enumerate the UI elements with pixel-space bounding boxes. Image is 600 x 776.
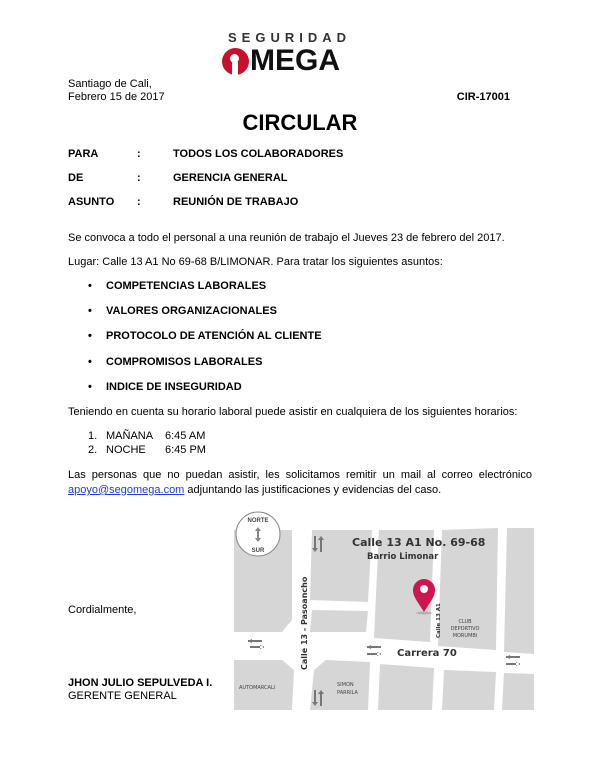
svg-text:CLUB: CLUB	[458, 619, 472, 625]
schedule-label: NOCHE	[106, 444, 146, 456]
field-value: GERENCIA GENERAL	[173, 172, 288, 184]
svg-text:SUR: SUR	[251, 548, 265, 554]
schedule-time: 6:45 PM	[165, 444, 206, 456]
topic-label: COMPROMISOS LABORALES	[106, 356, 263, 368]
svg-text:Calle 13 - Pasoancho: Calle 13 - Pasoancho	[300, 576, 309, 670]
absence-text: adjuntando las justificaciones y evidencias del caso.	[184, 484, 442, 496]
field-para	[0, 148, 600, 162]
logo-wordmark: MEGA	[250, 44, 340, 77]
svg-text:MORUMBI: MORUMBI	[452, 633, 478, 639]
intro-paragraph: Se convoca a todo el personal a una reunión de trabajo el Jueves 23 de febrero del 2017.	[68, 232, 505, 244]
schedule-time: 6:45 AM	[165, 430, 206, 442]
svg-text:Calle 13 A1: Calle 13 A1	[436, 603, 442, 638]
absence-line-2	[68, 484, 441, 496]
place-paragraph: Lugar: Calle 13 A1 No 69-68 B/LIMONAR. Para tratar los siguientes asuntos:	[68, 256, 443, 268]
field-de	[0, 172, 600, 186]
svg-text:Barrio Limonar: Barrio Limonar	[367, 552, 439, 562]
svg-text:DEPORTIVO: DEPORTIVO	[450, 626, 480, 632]
logo-tagline: SEGURIDAD	[228, 30, 352, 45]
closing: Cordialmente,	[68, 604, 137, 616]
field-asunto	[0, 196, 600, 210]
field-label: PARA	[68, 148, 99, 160]
topic-label: COMPETENCIAS LABORALES	[106, 280, 267, 292]
field-label: ASUNTO	[68, 196, 115, 208]
company-logo	[222, 44, 340, 78]
topic-label: VALORES ORGANIZACIONALES	[106, 305, 277, 317]
schedule-label: MAÑANA	[106, 430, 154, 442]
location-map	[234, 510, 534, 710]
svg-text:SIMON: SIMON	[337, 682, 354, 688]
map-graphic	[234, 510, 534, 710]
svg-text:PARRILA: PARRILA	[337, 690, 358, 696]
topic-label: PROTOCOLO DE ATENCIÓN AL CLIENTE	[106, 330, 322, 342]
absence-line-1: Las personas que no puedan asistir, les solicitamos remitir un mail al correo electrónico	[68, 469, 532, 481]
svg-text:Calle 13 A1 No. 69-68: Calle 13 A1 No. 69-68	[352, 536, 486, 549]
svg-text:NORTE: NORTE	[247, 518, 269, 524]
topic-label: INDICE DE INSEGURIDAD	[106, 381, 242, 393]
schedule-number: 2.	[88, 444, 98, 456]
date-line: Febrero 15 de 2017	[68, 91, 165, 103]
signer-role: GERENTE GENERAL	[68, 690, 177, 702]
svg-text:AUTOMARCALI: AUTOMARCALI	[239, 685, 276, 691]
field-value: REUNIÓN DE TRABAJO	[173, 196, 299, 208]
logo-pin-icon	[222, 48, 249, 75]
city-line: Santiago de Cali,	[68, 78, 152, 90]
field-label: DE	[68, 172, 84, 184]
circular-reference: CIR-17001	[456, 91, 510, 103]
field-separator: :	[137, 196, 141, 208]
support-email-link[interactable]: apoyo@segomega.com	[68, 484, 185, 496]
field-separator: :	[137, 172, 141, 184]
schedule-number: 1.	[88, 430, 98, 442]
signer-name: JHON JULIO SEPULVEDA I.	[68, 677, 213, 689]
svg-text:Carrera 70: Carrera 70	[397, 648, 457, 659]
field-value: TODOS LOS COLABORADORES	[173, 148, 344, 160]
field-separator: :	[137, 148, 141, 160]
schedule-intro: Teniendo en cuenta su horario laboral puede asistir en cualquiera de los siguientes horarios:	[68, 406, 518, 418]
document-title: CIRCULAR	[242, 110, 358, 135]
